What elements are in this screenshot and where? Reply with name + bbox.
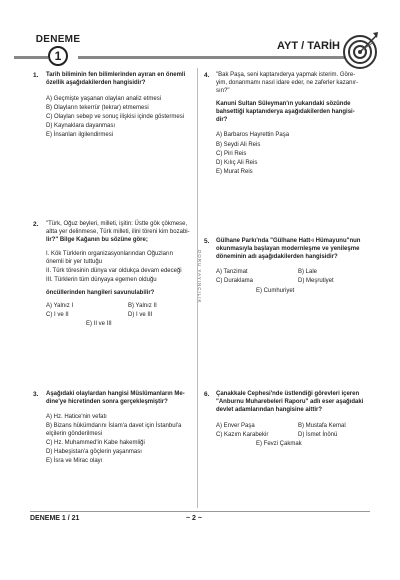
option-a[interactable]: A) Geçmişte yaşanan olayları analiz etmesi [46,96,162,102]
option-e[interactable]: E) Fevzi Çakmak [256,441,302,447]
exam-label: DENEME [35,34,81,45]
footer-exam-label: DENEME 1 / 21 [30,515,80,522]
target-icon [340,30,380,70]
question-number: 5. [204,238,210,245]
option-c[interactable]: C) Hz. Muhammed'in Kabe hakemliği [46,440,145,446]
question-prompt: bahsettiği kaptanıderya aşağıdakilerden hangisi- [216,109,355,115]
option-c[interactable]: C) Olayları sebep ve sonuç ilişkisi içinde göstermesi [46,114,185,120]
option-e[interactable]: E) Murat Reis [216,169,253,175]
question-stem-line: döneminin adı aşağıdakilerden hangisidir? [216,254,338,260]
question-number: 4. [204,72,210,79]
option-b[interactable]: B) Bizans hükümdarını İslam'a davet için İstanbul'a [46,423,182,429]
question-number: 3. [33,391,39,398]
option-b[interactable]: B) Yalnız II [128,303,157,309]
option-d[interactable]: D) I ve III [128,312,153,318]
option-d[interactable]: D) İsmet İnönü [298,432,338,438]
question-prompt: öncüllerinden hangileri savunulabilir? [46,290,155,296]
premise-line: önemli bir yer tuttuğu [46,259,103,265]
option-d[interactable]: D) Habeşistan'a göçlerin yaşanması [46,449,142,455]
header-rule-left [14,56,48,59]
page-number: ~ 2 ~ [186,515,202,522]
option-d[interactable]: D) Kılıç Ali Reis [216,160,258,166]
option-e[interactable]: E) II ve III [86,321,112,327]
option-d[interactable]: D) Meşrutiyet [298,278,334,284]
option-e[interactable]: E) Cumhuriyet [256,288,295,294]
question-stem-line: okunmasıyla başlayan modernleşme ve yenileşme [216,246,360,252]
premise-line: III. Türklerin tüm dünyaya egemen olduğu [46,277,157,283]
premise-line: II. Türk töresinin dünya var oldukça devam edeceği [46,268,182,274]
question-stem-line: "Türk, Oğuz beyleri, milleti, işitin: Üstte gök çökmese, [46,221,188,227]
subject-title: AYT / TARİH [277,40,340,52]
question-stem-line: "Anburnu Muharebeleri Raporu" adlı eser aşağıdaki [216,399,364,405]
option-b[interactable]: B) Seydi Ali Reis [216,142,261,148]
question-number: 2. [33,221,39,228]
header-rule [78,56,348,59]
exam-number-badge: 1 [48,46,68,66]
option-e[interactable]: E) İsra ve Mirac olayı [46,458,103,464]
question-stem-line: Tarih biliminin fen bilimlerinden ayıran en önemli [46,72,186,78]
question-stem-line: lir?" Bilge Kağanın bu sözüne göre; [46,237,148,243]
question-stem-line: yim, donanmamı nasıl idare eder, ne zaferler kazanır- [216,80,359,86]
question-stem-line: devlet adamlarından hangisine aittir? [216,407,323,413]
option-b[interactable]: B) Olayların tekerrür (tekrar) etmemesi [46,105,149,111]
question-stem-line: Aşağıdaki olaylardan hangisi Müslümanların Me- [46,391,185,397]
option-c[interactable]: C) Duraklama [216,278,254,284]
option-e[interactable]: E) İnsanları ilgilendirmesi [46,132,114,138]
option-a[interactable]: A) Enver Paşa [216,423,255,429]
question-stem-line: Çanakkale Cephesi'nde üstlendiği görevleri içeren [216,391,360,397]
option-d[interactable]: D) Kaynaklara dayanması [46,123,116,129]
footer-rule [30,511,370,512]
question-stem-line: sın?" [216,88,230,94]
option-b[interactable]: B) Mustafa Kemal [298,423,346,429]
question-stem-line: dine'ye hicretinden sonra gerçekleşmiştir? [46,399,168,405]
option-a[interactable]: A) Tanzimat [216,269,248,275]
option-c[interactable]: C) Kazım Karabekir [216,432,269,438]
option-c[interactable]: C) Piri Reis [216,151,247,157]
question-prompt: Kanuni Sultan Süleyman'ın yukarıdaki sözünde [216,101,351,107]
option-a[interactable]: A) Hz. Hatice'nin vefatı [46,414,107,420]
option-a[interactable]: A) Yalnız I [46,303,74,309]
option-c[interactable]: C) I ve II [46,312,69,318]
question-stem-line: Gülhane Parkı'nda "Gülhane Hatt-ı Hümayunu"nun [216,238,361,244]
question-stem-line: "Bak Paşa, seni kaptanıderya yapmak isterim. Göre- [216,72,356,78]
premise-line: I. Kök Türklerin organizasyonlarından Oğuzların [46,251,173,257]
option-a[interactable]: A) Barbaros Hayrettin Paşa [216,132,290,138]
question-number: 1. [33,72,39,79]
option-b-continued: elçilerin gönderilmesi [46,431,103,437]
question-stem-line: altta yer delinmese, Türk milleti, ilini töreni kim bozabi- [46,229,190,235]
publisher-vertical-text: DORU YAYINCILIK [197,250,202,304]
option-b[interactable]: B) Lale [298,269,318,275]
question-prompt: dir? [216,117,228,123]
question-number: 6. [204,391,210,398]
question-stem-line: özellik aşağıdakilerden hangisidir? [46,80,146,86]
